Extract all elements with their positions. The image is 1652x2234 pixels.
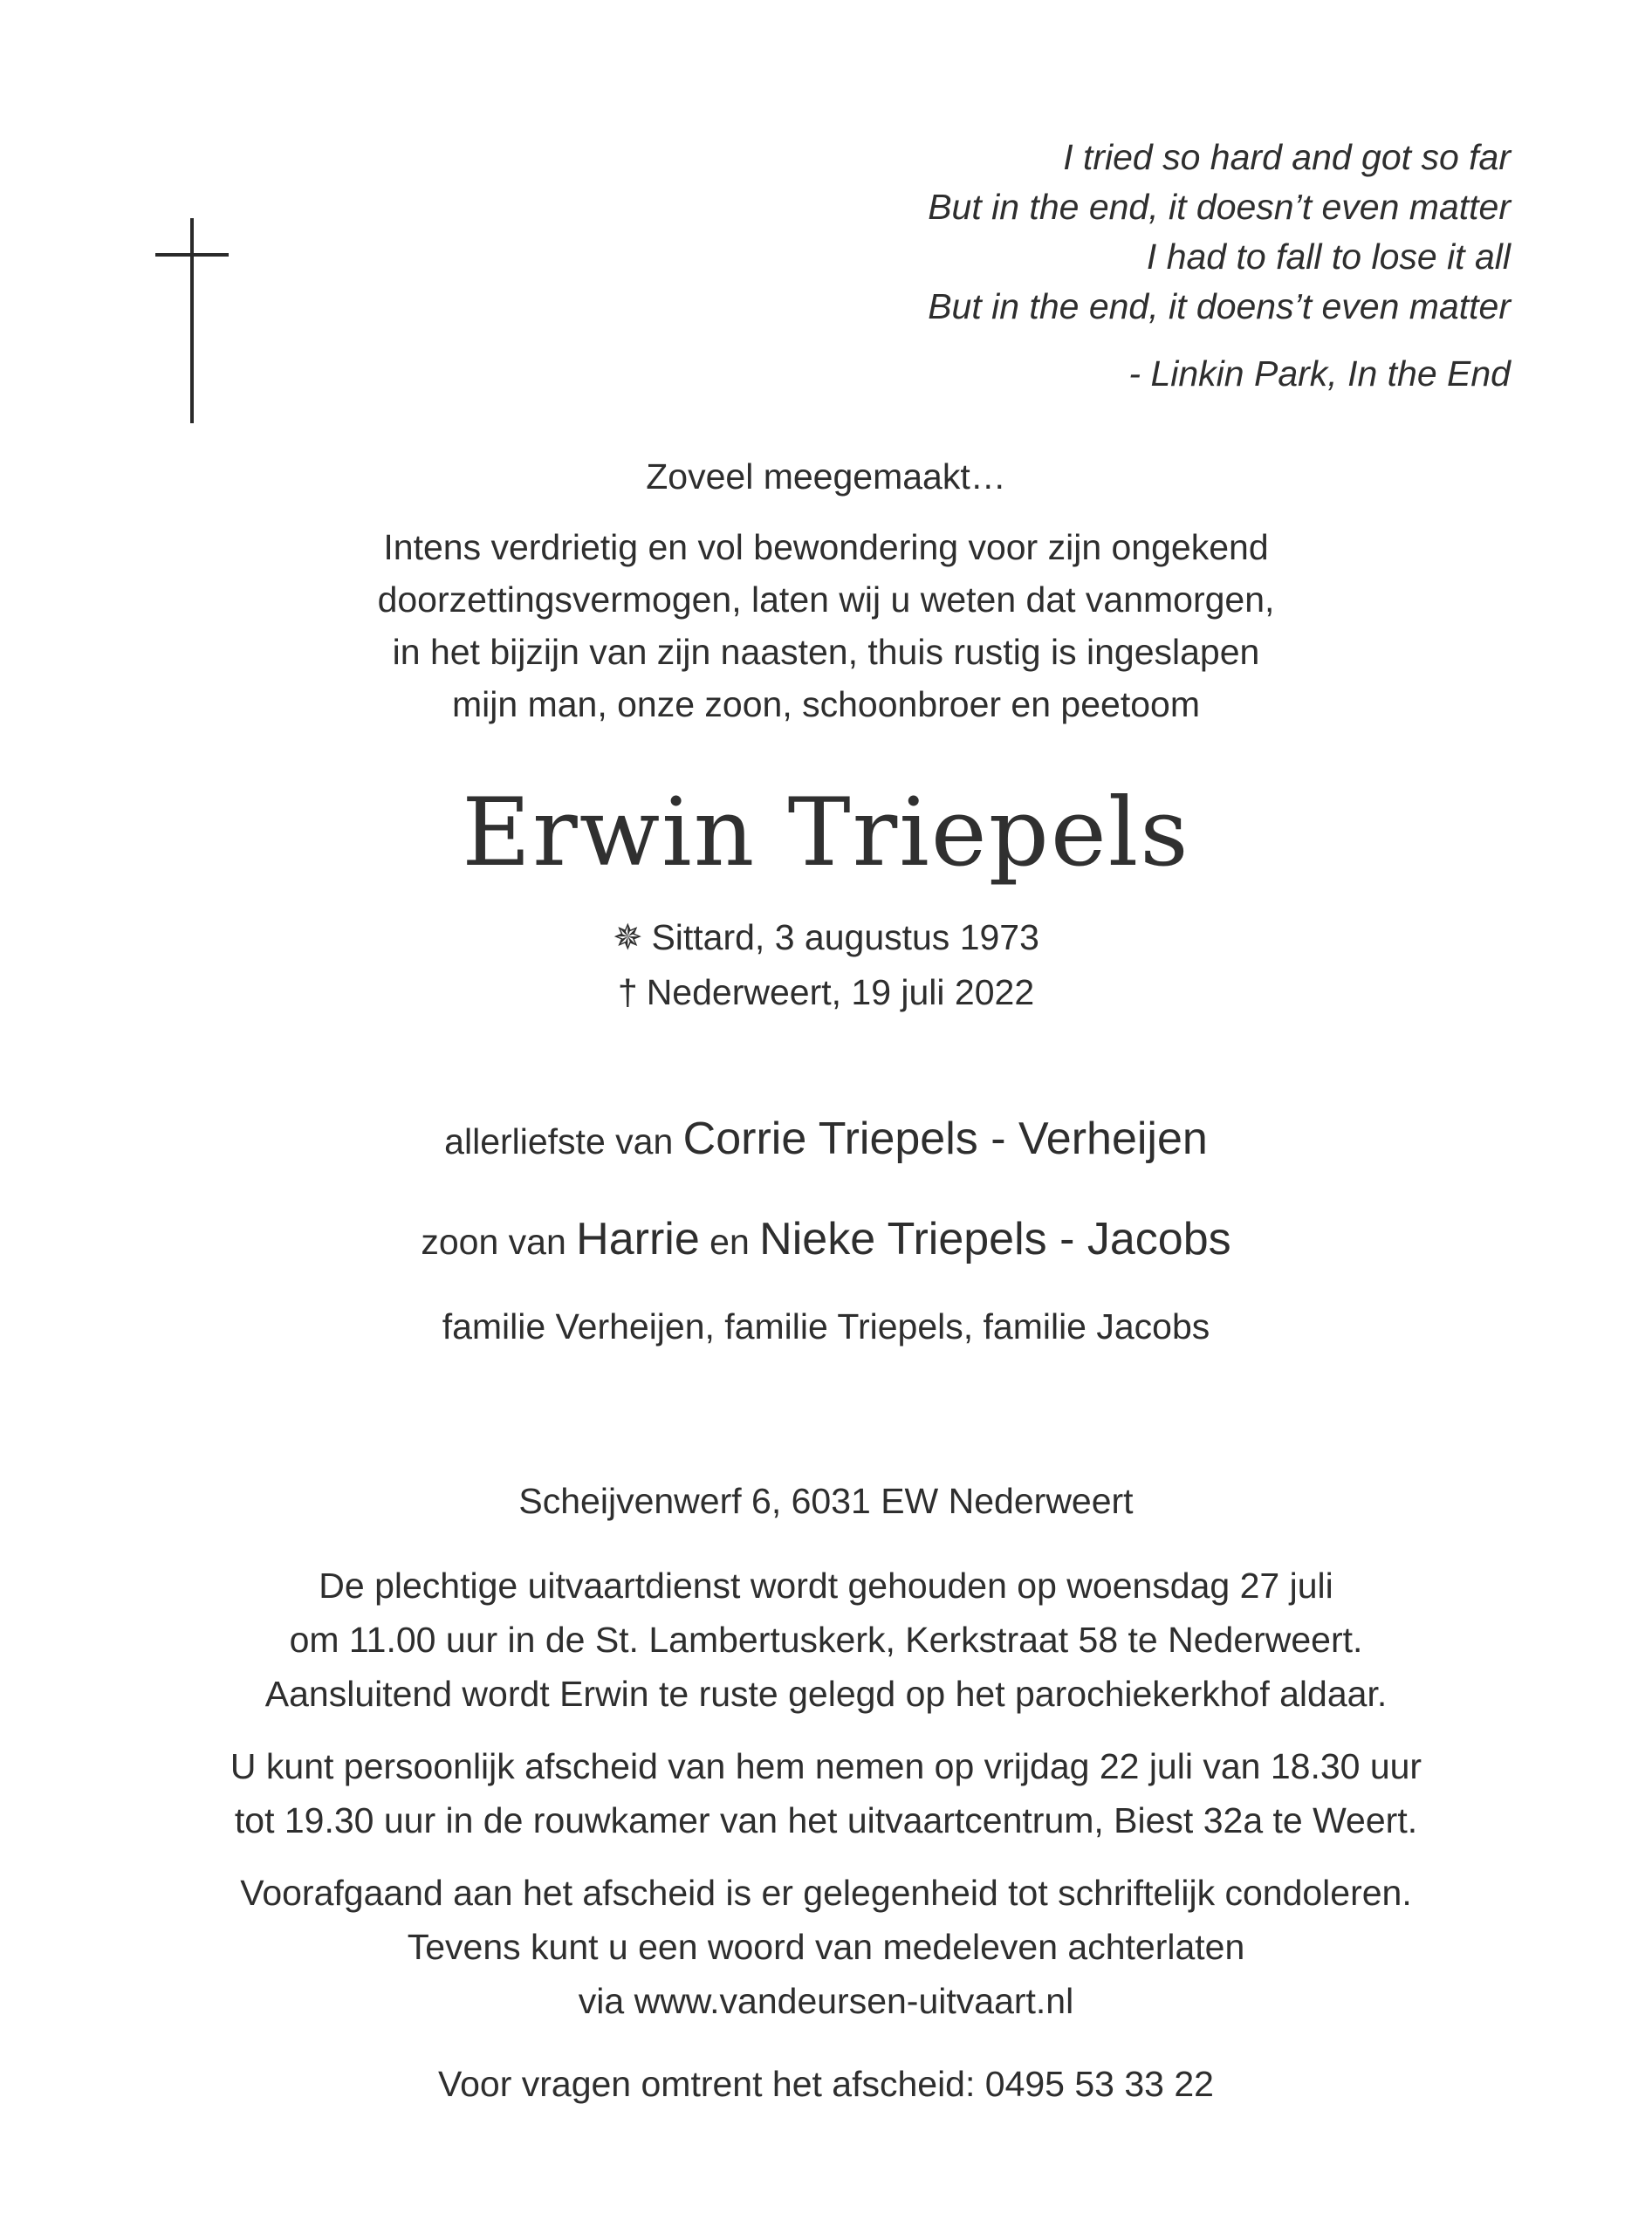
intro-text: Zoveel meegemaakt…: [646, 456, 1006, 497]
announcement: [0, 521, 1652, 730]
service-line: om 11.00 uur in de St. Lambertuskerk, Kerkstraat 58 te Nederweert.: [289, 1620, 1363, 1660]
announcement-line: doorzettingsvermogen, laten wij u weten dat vanmorgen,: [377, 579, 1275, 620]
condolence-info: [0, 1866, 1652, 2028]
parents-line: [0, 1209, 1652, 1272]
life-dates: [0, 910, 1652, 1020]
condolence-line: Voorafgaand aan het afscheid is er gelegenheid tot schriftelijk condoleren.: [240, 1873, 1412, 1913]
farewell-info: [0, 1739, 1652, 1847]
condolence-line: Tevens kunt u een woord van medeleven achterlaten: [407, 1927, 1245, 1967]
death-date: Nederweert, 19 juli 2022: [646, 972, 1035, 1012]
families-line: familie Verheijen, familie Triepels, familie Jacobs: [442, 1306, 1210, 1347]
quote-line: I tried so hard and got so far: [1063, 137, 1511, 177]
condolence-line: via www.vandeursen-uitvaart.nl: [578, 1981, 1074, 2021]
spouse-name: Corrie Triepels - Verheijen: [682, 1114, 1208, 1164]
song-quote: [638, 133, 1511, 332]
announcement-line: mijn man, onze zoon, schoonbroer en peetoom: [452, 684, 1200, 724]
service-line: Aansluitend wordt Erwin te ruste gelegd op het parochiekerkhof aldaar.: [264, 1674, 1388, 1714]
deceased-name: Erwin Triepels: [462, 778, 1190, 887]
address: Scheijvenwerf 6, 6031 EW Nederweert: [518, 1481, 1134, 1521]
quote-line: But in the end, it doesn’t even matter: [928, 187, 1511, 227]
farewell-line: U kunt persoonlijk afscheid van hem nemen op vrijdag 22 juli van 18.30 uur: [230, 1746, 1422, 1786]
cross-icon: [155, 218, 229, 423]
contact-info: Voor vragen omtrent het afscheid: 0495 53 33 22: [438, 2064, 1214, 2104]
spouse-prefix: allerliefste van: [444, 1121, 674, 1162]
quote-author: - Linkin Park, In the End: [1128, 353, 1511, 394]
dagger-icon: †: [617, 972, 638, 1012]
quote-line: But in the end, it doens’t even matter: [928, 286, 1511, 326]
announcement-line: in het bijzijn van zijn naasten, thuis rustig is ingeslapen: [392, 632, 1260, 672]
service-info: [0, 1559, 1652, 1721]
and-word: en: [709, 1222, 750, 1262]
mother-name: Nieke Triepels - Jacobs: [759, 1214, 1231, 1264]
announcement-line: Intens verdrietig en vol bewondering voor zijn ongekend: [383, 527, 1269, 567]
birth-line: [0, 910, 1652, 965]
father-name: Harrie: [576, 1214, 700, 1264]
death-line: [0, 965, 1652, 1020]
star-icon: ✵: [613, 917, 643, 957]
spouse-line: [0, 1108, 1652, 1172]
service-line: De plechtige uitvaartdienst wordt gehouden op woensdag 27 juli: [319, 1566, 1333, 1606]
quote-line: I had to fall to lose it all: [1146, 236, 1511, 277]
son-prefix: zoon van: [421, 1222, 566, 1262]
birth-date: Sittard, 3 augustus 1973: [651, 917, 1039, 957]
farewell-line: tot 19.30 uur in de rouwkamer van het uitvaartcentrum, Biest 32a te Weert.: [234, 1800, 1418, 1840]
